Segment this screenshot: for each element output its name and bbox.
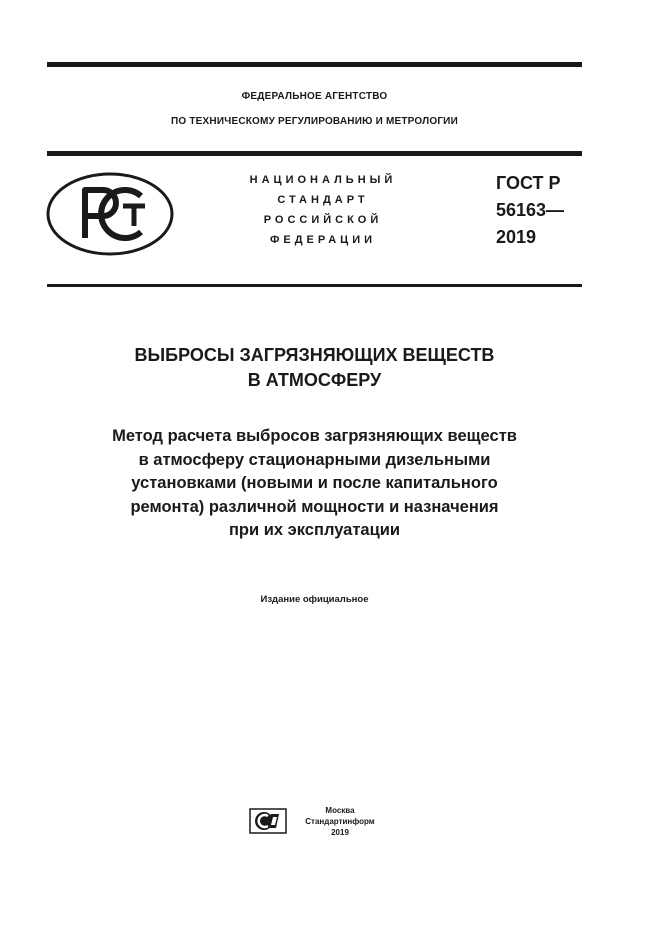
standard-designation-line: 2019: [496, 227, 537, 247]
document-subtitle: [47, 425, 582, 543]
standard-type-line: СТАНДАРТ: [277, 194, 369, 206]
publisher-year: 2019: [331, 828, 349, 837]
bottom-rule: [47, 284, 582, 287]
standard-type: [228, 170, 418, 250]
publisher-name: Стандартинформ: [305, 817, 375, 826]
gost-r-certification-emblem-icon: [45, 172, 175, 256]
standard-type-line: НАЦИОНАЛЬНЫЙ: [249, 174, 397, 186]
document-title-line: ВЫБРОСЫ ЗАГРЯЗНЯЮЩИХ ВЕЩЕСТВ: [134, 345, 495, 365]
standard-designation: [496, 170, 596, 251]
agency-line-1: ФЕДЕРАЛЬНОЕ АГЕНТСТВО: [241, 91, 388, 102]
edition-note: Издание официальное: [260, 594, 369, 605]
document-subtitle-line: при их эксплуатации: [228, 521, 401, 539]
middle-rule: [47, 151, 582, 156]
publisher-imprint: [300, 805, 380, 838]
standard-designation-line: ГОСТ Р: [496, 173, 561, 193]
standard-type-line: РОССИЙСКОЙ: [263, 214, 383, 226]
standard-designation-line: 56163—: [496, 200, 565, 220]
top-rule: [47, 62, 582, 67]
agency-line-2: ПО ТЕХНИЧЕСКОМУ РЕГУЛИРОВАНИЮ И МЕТРОЛОГИИ: [171, 116, 458, 127]
publisher-city: Москва: [325, 806, 355, 815]
standard-type-line: ФЕДЕРАЦИИ: [269, 234, 377, 246]
document-title-line: В АТМОСФЕРУ: [247, 370, 382, 390]
document-subtitle-line: установками (новыми и после капитального: [131, 474, 498, 492]
standartinform-logo-icon: [249, 808, 287, 834]
document-subtitle-line: в атмосферу стационарными дизельными: [138, 450, 491, 469]
document-subtitle-line: Метод расчета выбросов загрязняющих веществ: [112, 427, 517, 445]
document-subtitle-line: ремонта) различной мощности и назначения: [130, 497, 499, 516]
document-title: [47, 343, 582, 393]
